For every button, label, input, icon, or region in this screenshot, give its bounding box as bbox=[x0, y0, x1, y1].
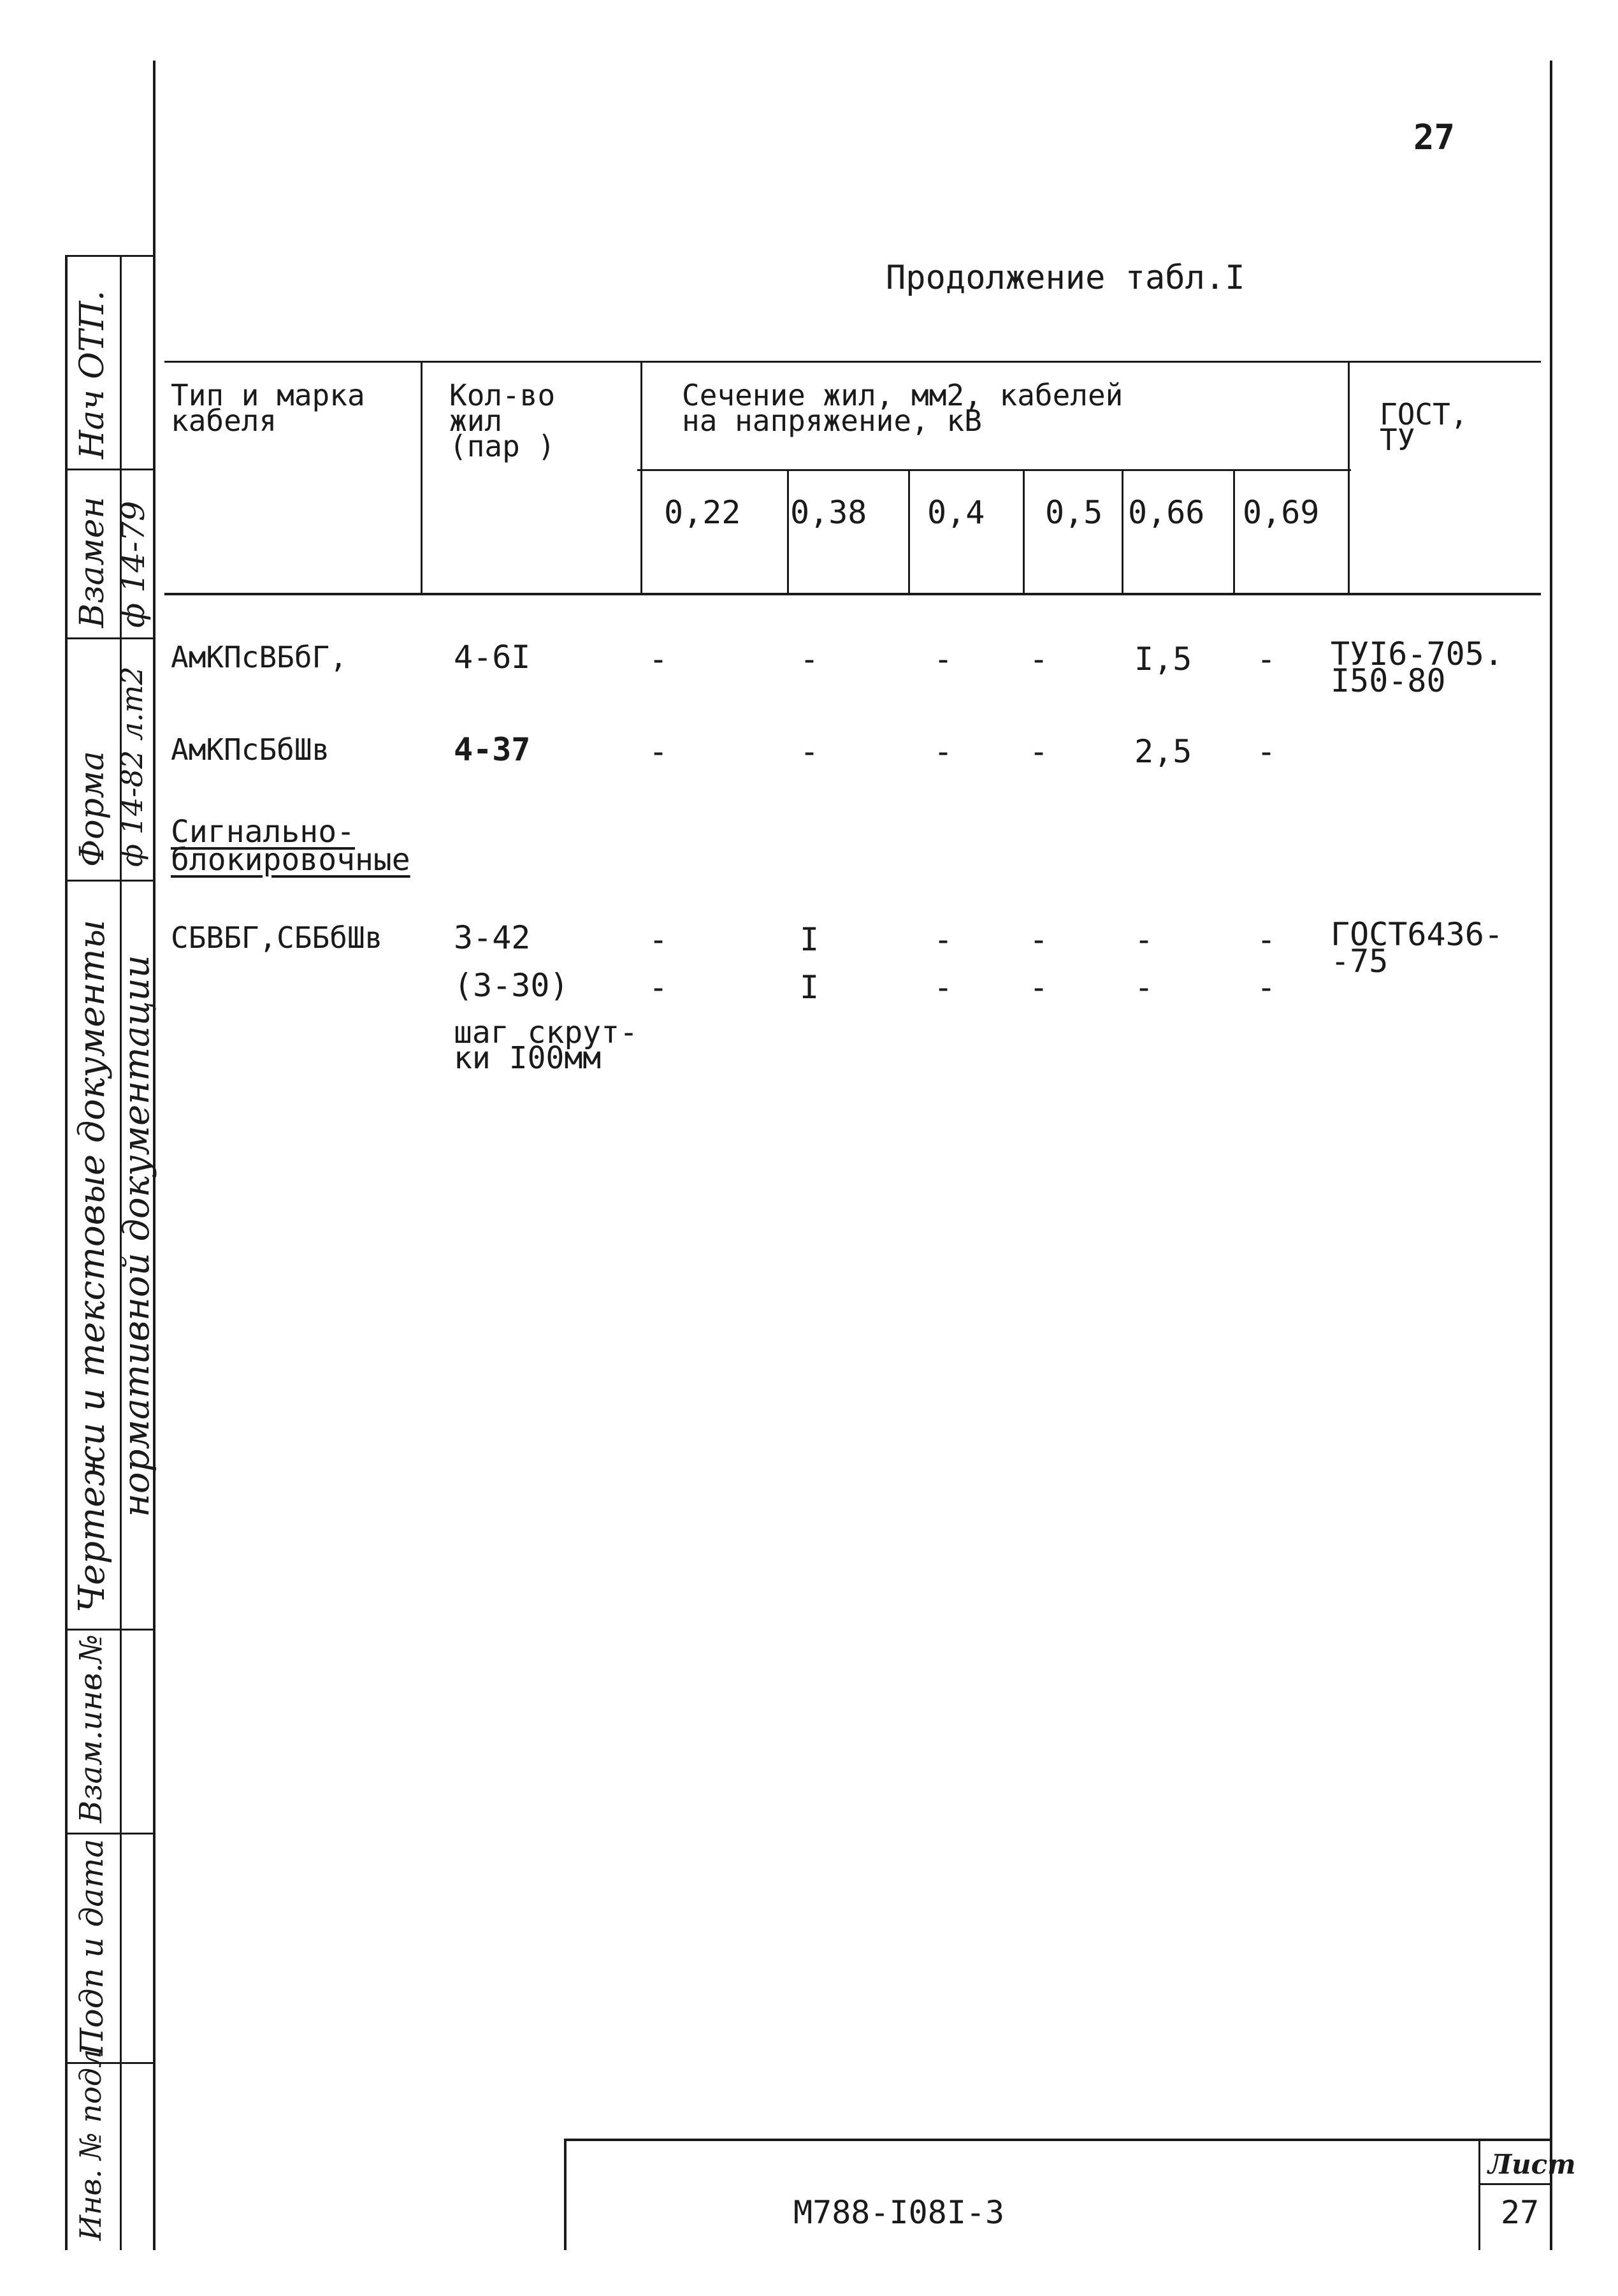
row-value: - bbox=[934, 733, 953, 770]
row-value: I bbox=[800, 969, 820, 1006]
header-section: Сечение жил, мм2, кабелей на напряжение, кВ bbox=[682, 378, 1123, 438]
stamp-form-ref-2: ф 14-82 л.т2 bbox=[115, 666, 149, 867]
row-value: - bbox=[649, 921, 668, 958]
stamp-inventory-replace: Взам.инв.№ bbox=[73, 1634, 109, 1823]
header-gost: ГОСТ, ТУ bbox=[1380, 397, 1468, 457]
row-note: шаг скрут- ки I00мм bbox=[454, 1015, 638, 1076]
row-value: - bbox=[1134, 969, 1154, 1006]
header-cores: Кол-во жил (пар ) bbox=[449, 378, 556, 463]
row-value: - bbox=[1029, 969, 1049, 1006]
row-value: 2,5 bbox=[1134, 733, 1192, 770]
document-code: М788-I08I-3 bbox=[793, 2194, 1005, 2231]
header-type: Тип и марка кабеля bbox=[171, 378, 365, 438]
stamp-drawings: Чертежи и текстовые документы bbox=[71, 919, 113, 1613]
row-value: - bbox=[800, 733, 820, 770]
stamp-signature-date: Подп и дата bbox=[73, 1838, 110, 2056]
right-frame-line bbox=[1550, 61, 1552, 2250]
stamp-form-ref-1: ф 14-79 bbox=[115, 500, 152, 628]
row-value: - bbox=[1257, 921, 1276, 958]
row-cores: 4-37 bbox=[454, 731, 531, 768]
group-heading: Сигнально- блокировочные bbox=[171, 814, 410, 878]
row-value: - bbox=[1029, 921, 1049, 958]
row-value: - bbox=[1257, 733, 1276, 770]
page-number: 27 bbox=[1413, 117, 1455, 157]
row-value: - bbox=[649, 641, 668, 678]
row-value: I,5 bbox=[1134, 641, 1192, 678]
row-value: - bbox=[1257, 969, 1276, 1006]
row-type: СБВБГ,СББбШв bbox=[171, 920, 383, 955]
header-voltage-04: 0,4 bbox=[927, 494, 985, 531]
sheet-label: Лист bbox=[1488, 2149, 1576, 2180]
stamp-head-of-dept: Нач ОТП. bbox=[73, 290, 112, 459]
row-cores: 4-6I bbox=[454, 639, 531, 676]
row-gost: ТУI6-705. I50-80 bbox=[1331, 636, 1503, 699]
stamp-replace: Взамен bbox=[73, 497, 112, 628]
header-voltage-066: 0,66 bbox=[1128, 494, 1205, 531]
row-cores: 3-42 bbox=[454, 919, 531, 956]
header-voltage-069: 0,69 bbox=[1243, 494, 1320, 531]
row-value: - bbox=[649, 969, 668, 1006]
row-type: АмКПсВБбГ, bbox=[171, 640, 347, 674]
row-value: - bbox=[1134, 921, 1154, 958]
row-value: - bbox=[934, 641, 953, 678]
header-voltage-05: 0,5 bbox=[1045, 494, 1103, 531]
signature-mark bbox=[112, 453, 147, 462]
row-gost: ГОСТ6436- -75 bbox=[1331, 916, 1503, 980]
row-value: - bbox=[800, 641, 820, 678]
stamp-normative-docs: нормативной документации bbox=[116, 955, 157, 1517]
stamp-form: Форма bbox=[73, 751, 112, 867]
row-value: I bbox=[800, 921, 820, 958]
row-type: АмКПсБбШв bbox=[171, 732, 330, 767]
sheet-number: 27 bbox=[1501, 2194, 1540, 2231]
row-value: - bbox=[1029, 733, 1049, 770]
row-value: - bbox=[649, 733, 668, 770]
row-value: - bbox=[1029, 641, 1049, 678]
row-value: - bbox=[934, 969, 953, 1006]
header-voltage-038: 0,38 bbox=[790, 494, 867, 531]
stamp-original-inventory: Инв. № подл bbox=[73, 2049, 108, 2241]
row-value: - bbox=[934, 921, 953, 958]
row-cores: (3-30) bbox=[454, 967, 569, 1004]
row-value: - bbox=[1257, 641, 1276, 678]
table-caption: Продолжение табл.I bbox=[886, 259, 1245, 297]
header-voltage-022: 0,22 bbox=[664, 494, 741, 531]
